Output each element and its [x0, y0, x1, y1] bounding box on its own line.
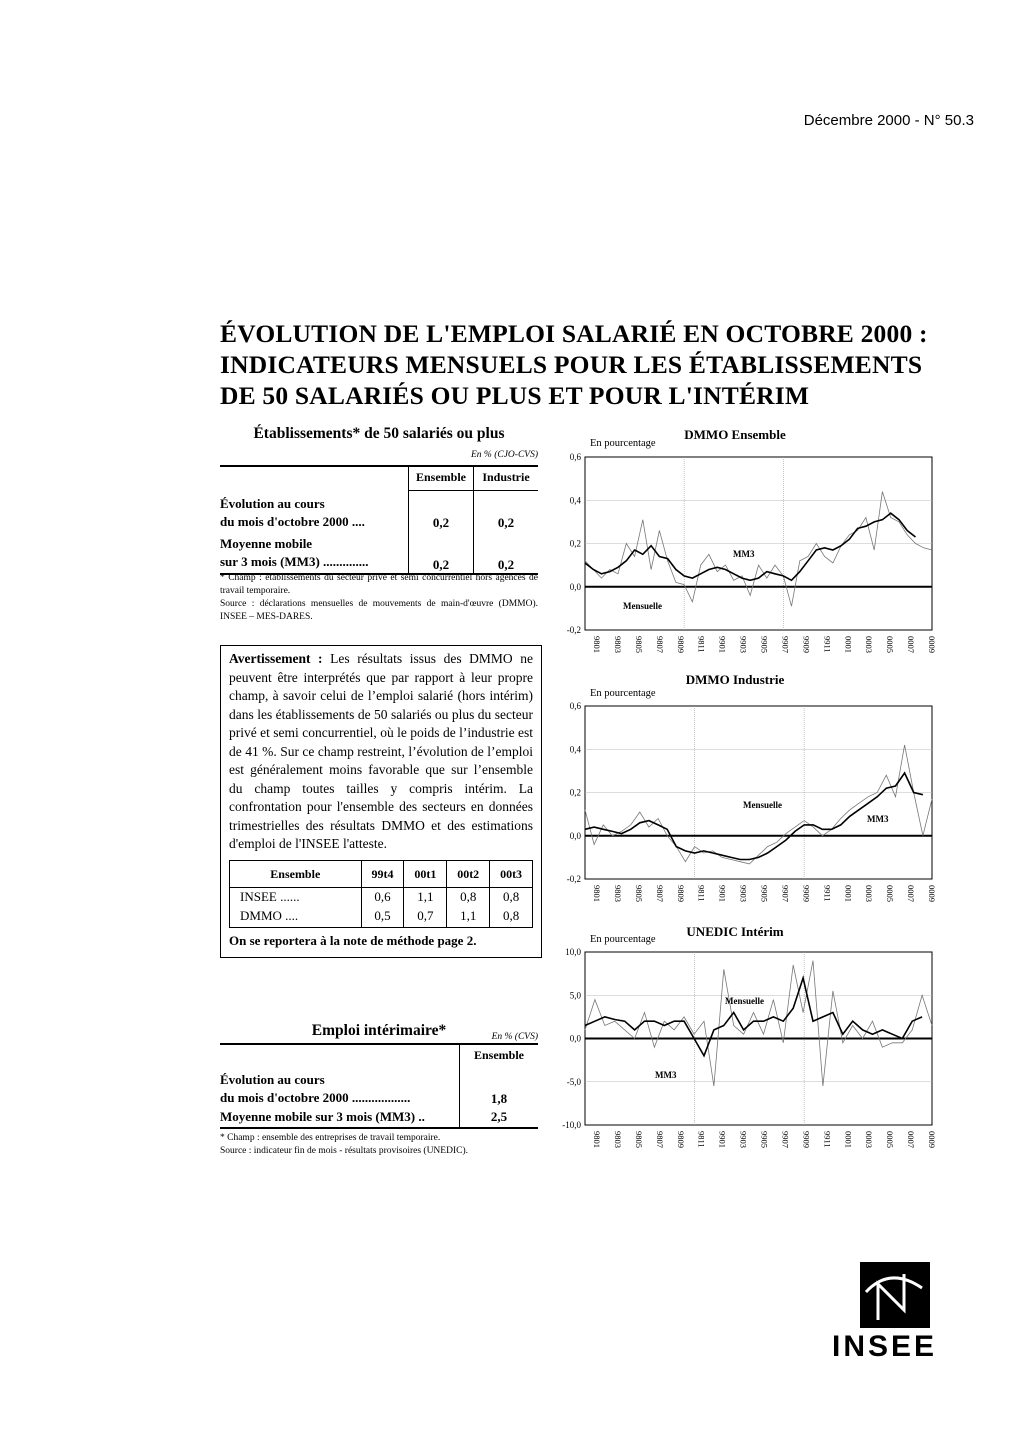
chart3-title: UNEDIC Intérim	[686, 924, 784, 939]
x-tick-label: 9901	[717, 885, 728, 902]
comp-header-ensemble: Ensemble	[230, 860, 362, 888]
chart-unedic-interim	[555, 940, 945, 1165]
etab-row2-label-1: Moyenne mobile	[220, 535, 313, 551]
etab-row1-industrie: 0,2	[474, 491, 539, 531]
table-row	[220, 531, 538, 574]
x-tick-label: 9911	[822, 1131, 833, 1148]
chart-annotation: Mensuelle	[725, 996, 764, 1006]
x-tick-label: 9905	[759, 636, 770, 653]
x-tick-label: 0009	[927, 636, 937, 653]
comp-header-00t2: 00t2	[447, 860, 490, 888]
x-tick-label: 0007	[906, 636, 917, 653]
title-line-1: ÉVOLUTION DE L'EMPLOI SALARIÉ EN OCTOBRE 2000 :	[220, 319, 928, 348]
x-tick-label: 9807	[654, 636, 665, 653]
x-tick-label: 9809	[675, 885, 686, 902]
interim-table	[220, 1043, 538, 1129]
warning-body: Les résultats issus des DMMO ne peuvent être interprétés que par rapport à leur propre champ, à savoir celui de l’emploi salarié (hors intérim) dans les établissements de 50 salariés ou plus du secteur privé et semi concurrentiel, où le poids de l’industrie est de 41 %. Sur ce champ restreint, l’évolution de l’emploi est généralement moins favorable que sur l’ensemble du champ toutes tailles y compris intérim. La confrontation pour l'ensemble des secteurs en données trimestrielles des résultats DMMO et des estimations d'emploi de l'INSEE l'atteste.	[229, 651, 533, 851]
comp-row-label: DMMO ....	[230, 907, 362, 928]
x-tick-label: 9903	[738, 885, 749, 902]
insee-logo-text: INSEE	[832, 1330, 938, 1363]
interim-note-champ: * Champ : ensemble des entreprises de travail temporaire.	[220, 1133, 441, 1143]
comp-header-99t4: 99t4	[361, 860, 404, 888]
etab-row2-ensemble: 0,2	[409, 531, 474, 574]
x-tick-label: 9905	[759, 885, 770, 902]
interim-row1-label-2: du mois d'octobre 2000 ..................	[220, 1090, 411, 1105]
table-row	[220, 1107, 538, 1128]
y-tick-label: 10,0	[565, 947, 581, 957]
table-row	[230, 888, 533, 907]
title-line-3: DE 50 SALARIÉS OU PLUS ET POUR L'INTÉRIM	[220, 381, 810, 410]
x-tick-label: 9911	[822, 885, 833, 902]
series-line-mm3	[585, 978, 922, 1056]
x-tick-label: 0001	[843, 1131, 854, 1148]
etab-notes	[220, 572, 538, 624]
comp-cell: 0,8	[490, 907, 533, 928]
x-tick-label: 9811	[696, 885, 707, 902]
x-tick-label: 9803	[612, 1131, 623, 1148]
x-tick-label: 9811	[696, 1131, 707, 1148]
comp-header-00t3: 00t3	[490, 860, 533, 888]
etab-row1-ensemble: 0,2	[409, 491, 474, 531]
interim-row1-label-1: Évolution au cours	[220, 1072, 325, 1087]
series-line-mensuelle	[585, 492, 932, 607]
y-tick-label: 0,6	[569, 701, 581, 711]
y-tick-label: -10,0	[562, 1120, 581, 1130]
series-line-mm3	[585, 513, 916, 580]
chart2-ylabel: En pourcentage	[590, 688, 656, 699]
interim-row2-label: Moyenne mobile sur 3 mois (MM3) ..	[220, 1107, 460, 1128]
chart-dmmo-ensemble	[555, 445, 945, 670]
x-tick-label: 9903	[738, 1131, 749, 1148]
y-tick-label: -0,2	[566, 874, 581, 884]
x-tick-label: 9801	[592, 885, 602, 902]
x-tick-label: 9901	[717, 636, 728, 653]
table-row	[230, 907, 533, 928]
y-tick-label: 0,2	[569, 538, 581, 549]
x-tick-label: 0001	[843, 636, 854, 653]
y-tick-label: 0,0	[569, 581, 581, 592]
y-tick-label: 0,0	[569, 830, 581, 841]
x-tick-label: 0009	[927, 1131, 937, 1148]
x-tick-label: 9803	[612, 636, 623, 653]
x-tick-label: 0001	[843, 885, 854, 902]
x-tick-label: 9809	[675, 1131, 686, 1148]
interim-col-ensemble: Ensemble	[460, 1044, 539, 1071]
warning-text	[229, 650, 533, 854]
x-tick-label: 9909	[801, 885, 812, 902]
table-row	[220, 1071, 538, 1107]
etab-note-source: Source : déclarations mensuelles de mouvements de main-d'œuvre (DMMO). INSEE – MES-DARES.	[220, 599, 538, 622]
x-tick-label: 0003	[864, 636, 875, 653]
y-tick-label: 0,6	[569, 452, 581, 462]
etab-row2-industrie: 0,2	[474, 531, 539, 574]
x-tick-label: 9811	[696, 636, 707, 653]
y-tick-label: 0,4	[569, 744, 581, 755]
comp-cell: 1,1	[447, 907, 490, 928]
etab-row1-label-1: Évolution au cours	[220, 495, 325, 511]
x-tick-label: 9907	[780, 1131, 791, 1148]
x-tick-label: 9901	[717, 1131, 728, 1148]
chart-dmmo-industrie	[555, 694, 945, 919]
y-tick-label: 0,2	[569, 787, 581, 798]
comp-cell: 0,8	[447, 888, 490, 907]
warning-box	[220, 645, 542, 958]
x-tick-label: 9909	[801, 636, 812, 653]
insee-logo-icon	[860, 1262, 930, 1328]
table-row	[220, 491, 538, 531]
chart-annotation: Mensuelle	[623, 601, 662, 611]
x-tick-label: 0007	[906, 885, 917, 902]
chart-annotation: MM3	[867, 814, 889, 824]
x-tick-label: 0003	[864, 885, 875, 902]
x-tick-label: 0005	[885, 885, 896, 902]
y-tick-label: -5,0	[566, 1076, 581, 1087]
comp-cell: 0,8	[490, 888, 533, 907]
warning-lead: Avertissement :	[229, 651, 323, 666]
y-tick-label: 0,0	[569, 1033, 581, 1044]
title-line-2: INDICATEURS MENSUELS POUR LES ÉTABLISSEMENTS	[220, 350, 923, 379]
interim-notes	[220, 1132, 540, 1158]
x-tick-label: 9905	[759, 1131, 770, 1148]
etab-unit: En % (CJO-CVS)	[470, 450, 538, 460]
etab-col-ensemble: Ensemble	[409, 466, 474, 491]
series-line-mensuelle	[585, 961, 932, 1087]
etab-row1-label-2: du mois d'octobre 2000 ....	[220, 513, 365, 529]
interim-unit: En % (CVS)	[491, 1032, 538, 1042]
chart2-title: DMMO Industrie	[685, 672, 785, 687]
interim-note-source: Source : indicateur fin de mois - résultats provisoires (UNEDIC).	[220, 1146, 468, 1156]
comp-row-label: INSEE ......	[230, 888, 362, 907]
x-tick-label: 9805	[633, 885, 644, 902]
interim-section-title: Emploi intérimaire*	[311, 1022, 447, 1039]
x-tick-label: 9801	[592, 636, 602, 653]
x-tick-label: 9801	[592, 1131, 602, 1148]
x-tick-label: 9805	[633, 636, 644, 653]
x-tick-label: 0007	[906, 1131, 917, 1148]
chart1-title: DMMO Ensemble	[684, 427, 786, 442]
comparison-table	[229, 860, 533, 929]
x-tick-label: 9903	[738, 636, 749, 653]
x-tick-label: 9911	[822, 636, 833, 653]
etab-table	[220, 465, 538, 575]
etab-section-title: Établissements* de 50 salariés ou plus	[253, 425, 505, 442]
etab-col-industrie: Industrie	[474, 466, 539, 491]
x-tick-label: 9807	[654, 885, 665, 902]
x-tick-label: 0003	[864, 1131, 875, 1148]
comp-cell: 0,7	[404, 907, 447, 928]
comp-header-00t1: 00t1	[404, 860, 447, 888]
y-tick-label: 5,0	[569, 990, 581, 1001]
etab-row2-label-2: sur 3 mois (MM3) ..............	[220, 553, 369, 569]
x-tick-label: 9805	[633, 1131, 644, 1148]
x-tick-label: 0009	[927, 885, 937, 902]
x-tick-label: 9907	[780, 885, 791, 902]
comp-cell: 0,6	[361, 888, 404, 907]
chart-annotation: MM3	[655, 1070, 677, 1080]
chart1-ylabel: En pourcentage	[590, 438, 656, 449]
interim-row2-value: 2,5	[460, 1107, 539, 1128]
issue-reference: Décembre 2000 - N° 50.3	[803, 112, 974, 129]
x-tick-label: 9803	[612, 885, 623, 902]
x-tick-label: 0005	[885, 636, 896, 653]
x-tick-label: 0005	[885, 1131, 896, 1148]
x-tick-label: 9907	[780, 636, 791, 653]
comp-cell: 0,5	[361, 907, 404, 928]
chart-annotation: Mensuelle	[743, 800, 782, 810]
comp-cell: 1,1	[404, 888, 447, 907]
x-tick-label: 9809	[675, 636, 686, 653]
etab-note-champ: * Champ : établissements du secteur privé et semi concurrentiel hors agences de travail temporaire.	[220, 573, 538, 596]
x-tick-label: 9909	[801, 1131, 812, 1148]
chart-annotation: MM3	[733, 549, 755, 559]
interim-row1-value: 1,8	[460, 1071, 539, 1107]
x-tick-label: 9807	[654, 1131, 665, 1148]
warning-footer: On se reportera à la note de méthode page 2.	[229, 933, 477, 948]
y-tick-label: -0,2	[566, 625, 581, 635]
page-title	[220, 318, 960, 411]
y-tick-label: 0,4	[569, 495, 581, 506]
chart3-ylabel: En pourcentage	[590, 934, 656, 945]
